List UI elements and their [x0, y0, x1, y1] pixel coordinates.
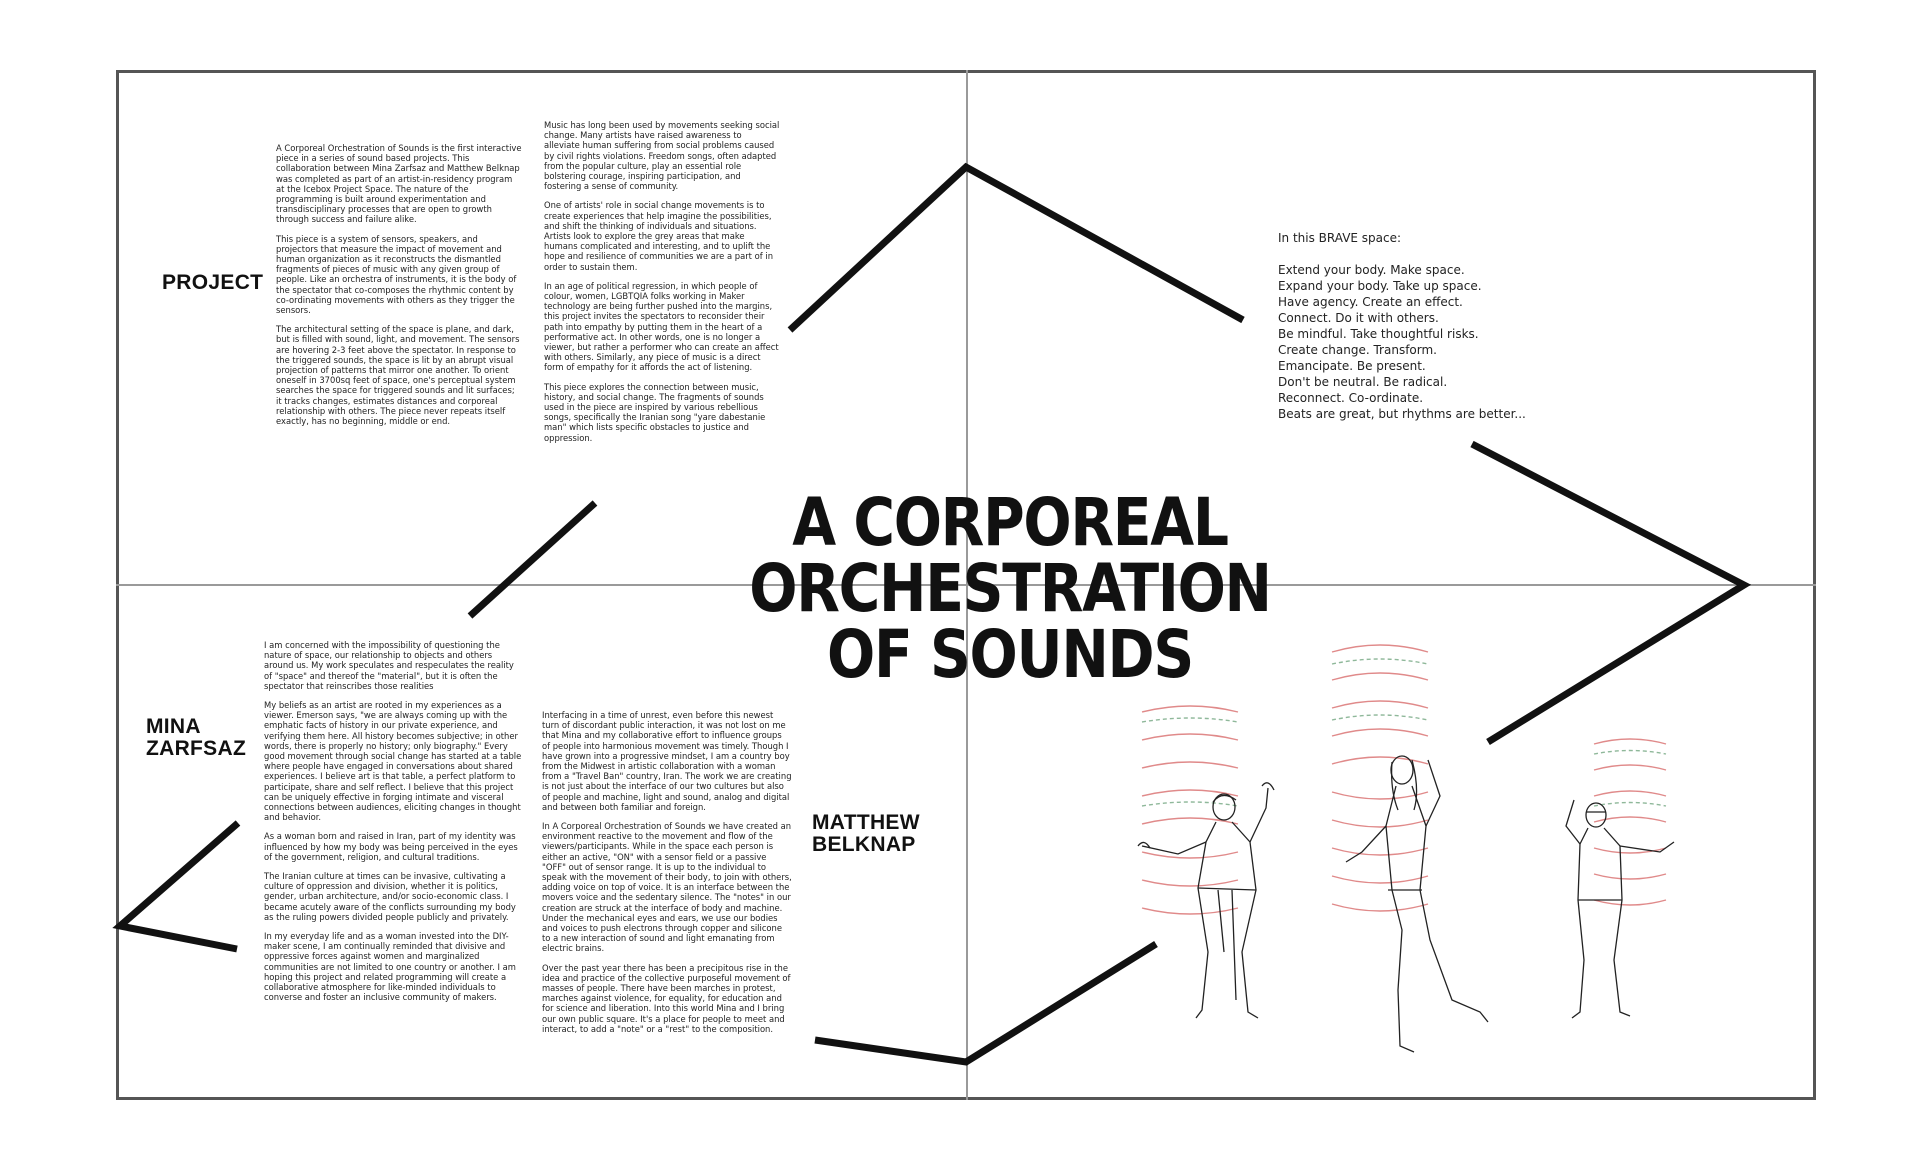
matthew-paragraph: Over the past year there has been a precipitous rise in the idea and practice of the collective purposeful movement of masses of people. There have been marches in protest, marches against violence, for equality, for education and for science and liberation. Into this world Mina and I bring our own public square. It's a place for people to meet and interact, to add a "note" or a "rest" to the composition.	[542, 962, 791, 1034]
left-chevron	[120, 823, 238, 949]
mina-zarfsaz-label	[146, 716, 246, 760]
brave-line: Be mindful. Take thoughtful risks.	[1278, 327, 1479, 341]
top-chevron	[790, 167, 1243, 330]
title-line: A CORPOREAL	[792, 484, 1228, 561]
brave-line: Create change. Transform.	[1278, 343, 1437, 357]
music-paragraph: One of artists' role in social change movements is to create experiences that help imagine the possibilities, and shift the thinking of individuals and situations. Artists look to explore the grey areas that make humans complicated and interesting, and to uplift the hope and resilience of communities we are a part of in order to sustain them.	[544, 200, 773, 272]
music-paragraph: This piece explores the connection between music, history, and social change. The fragments of sounds used in the piece are inspired by various rebellious songs, specifically the Iranian song "yare dabestanie man" which lists specific obstacles to justice and oppression.	[544, 381, 766, 443]
project-description	[276, 143, 522, 435]
mina-paragraph: In my everyday life and as a woman invested into the DIY-maker scene, I am continually reminded that divisive and oppressive forces against women and marginalized communities are not limited to one country or another. I am hoping this project and related programming will create a collaborative atmosphere for like-minded individuals to converse and foster an inclusive community of makers.	[264, 931, 516, 1003]
mina-paragraph: I am concerned with the impossibility of questioning the nature of space, our relationship to objects and others around us. My work speculates and respeculates the reality of "space" and thereof the "material", but it is often the spectator that reinscribes those realities	[264, 640, 514, 691]
brave-line: Extend your body. Make space.	[1278, 263, 1465, 277]
brave-line: Don't be neutral. Be radical.	[1278, 375, 1448, 389]
dancer-center-sketch	[1346, 756, 1488, 1052]
title-line: OF SOUNDS	[827, 616, 1193, 693]
mina-paragraph: As a woman born and raised in Iran, part of my identity was influenced by how my body was being perceived in the eyes of the government, religion, and cultural traditions.	[264, 831, 518, 862]
mina-paragraph: My beliefs as an artist are rooted in my experiences as a viewer. Emerson says, "we are always coming up with the emphatic facts of history in our private experience, and verifying them here. All history becomes subjective; in other words, there is properly no history; only biography." Every good movement through social change has started at a table where people have engaged in conversations about shared experiences. I believe art is that table, a perfect platform to participate, share and self reflect. I believe that this project can be uniquely effective in forging intimate and visceral connections between audiences, eliciting changes in thought and behavior.	[264, 700, 522, 823]
project-label: PROJECT	[162, 271, 264, 294]
brave-line: Emancipate. Be present.	[1278, 359, 1426, 373]
brave-line: Have agency. Create an effect.	[1278, 295, 1463, 309]
music-paragraph: Music has long been used by movements seeking social change. Many artists have raised awareness to alleviate human suffering from social problems caused by civil rights violations. Freedom songs, often adapted from the popular culture, play an essential role bolstering courage, inspiring participation, and fostering a sense of community.	[544, 120, 780, 192]
bottom-chevron	[815, 944, 1156, 1062]
dancer-right-sketch	[1566, 800, 1674, 1018]
center-slash	[470, 503, 595, 616]
label-line: BELKNAP	[812, 833, 916, 856]
sound-waves-left	[1142, 706, 1238, 914]
label-line: MINA	[146, 715, 201, 738]
project-paragraph: A Corporeal Orchestration of Sounds is the first interactive piece in a series of sound based projects. This collaboration between Mina Zarfsaz and Matthew Belknap was completed as part of an artist-in-residency program at the Icebox Project Space. The nature of the programming is built around experimentation and transdisciplinary processes that are open to growth through success and failure alike.	[276, 143, 522, 225]
title-line: ORCHESTRATION	[749, 550, 1271, 627]
matthew-paragraph: In A Corporeal Orchestration of Sounds we have created an environment reactive to the movement and flow of the viewers/participants. While in the space each person is either an active, "ON" with a sensor field or a passive "OFF" out of sensor range. It is up to the individual to speak with the movement of their body, to join with others, adding voice on top of voice. It is an interface between the movers voice and the sedentary silence. The "notes" in our creation are struck at the interface of body and machine. Under the mechanical eyes and ears, we use our bodies and voices to push electrons through copper and silicone to a new interaction of sound and light emanating from electric brains.	[542, 821, 792, 954]
matthew-belknap-label	[812, 812, 920, 856]
mina-statement	[264, 640, 522, 1012]
music-paragraph: In an age of political regression, in which people of colour, women, LGBTQIA folks working in Maker technology are being further pushed into the margins, this project invites the spectators to reconsider their path into empathy by putting them in the heart of a performative act. In other words, one is no longer a viewer, but rather a performer who can create an affect with others. Similarly, any piece of music is a direct form of empathy for it affords the act of listening.	[544, 280, 779, 373]
brave-line: Connect. Do it with others.	[1278, 311, 1439, 325]
brave-space-manifesto	[1278, 230, 1526, 422]
matthew-paragraph: Interfacing in a time of unrest, even before this newest turn of discordant public interaction, it was not lost on me that Mina and my collaborative effort to influence groups of people into harmonious movement was timely. Though I have grown into a progressive mindset, I am a country boy from the Midwest in artistic collaboration with a woman from a "Travel Ban" country, Iran. The work we are creating is not just about the interface of our two cultures but also of people and machine, light and sound, analog and digital and between both familiar and foreign.	[542, 710, 792, 812]
label-line: ZARFSAZ	[146, 737, 247, 760]
brave-line: Expand your body. Take up space.	[1278, 279, 1482, 293]
project-paragraph: The architectural setting of the space is plane, and dark, but is filled with sound, light, and movement. The sensors are hovering 2-3 feet above the spectator. In response to the triggered sounds, the space is lit by an abrupt visual projection of patterns that mirror one another. To orient oneself in 3700sq feet of space, one's perceptual system searches the space for triggered sounds and lit surfaces; it tracks changes, estimates distances and corporeal relationship with others. The piece never repeats itself exactly, has no beginning, middle or end.	[276, 324, 520, 427]
mina-paragraph: The Iranian culture at times can be invasive, cultivating a culture of oppression and division, whether it is politics, gender, urban architecture, and/or socio-economic class. I became acutely aware of the conflicts surrounding my body as the ruling powers divided people publicly and privately.	[264, 871, 516, 922]
right-chevron	[1472, 444, 1744, 742]
brave-line: Beats are great, but rhythms are better...	[1278, 407, 1526, 421]
matthew-statement	[542, 710, 792, 1043]
page-title	[743, 484, 1276, 693]
project-paragraph: This piece is a system of sensors, speakers, and projectors that measure the impact of movement and human organization as it reconstructs the dismantled fragments of pieces of music with any given group of people. Like an orchestra of instruments, it is the body of the spectator that co-composes the rhythmic content by co-ordinating movements with others as they trigger the sensors.	[276, 233, 517, 316]
brave-line: Reconnect. Co-ordinate.	[1278, 391, 1424, 405]
label-line: MATTHEW	[812, 811, 920, 834]
sound-waves-center	[1332, 645, 1428, 911]
music-description	[544, 120, 780, 452]
brave-heading: In this BRAVE space:	[1278, 231, 1402, 245]
